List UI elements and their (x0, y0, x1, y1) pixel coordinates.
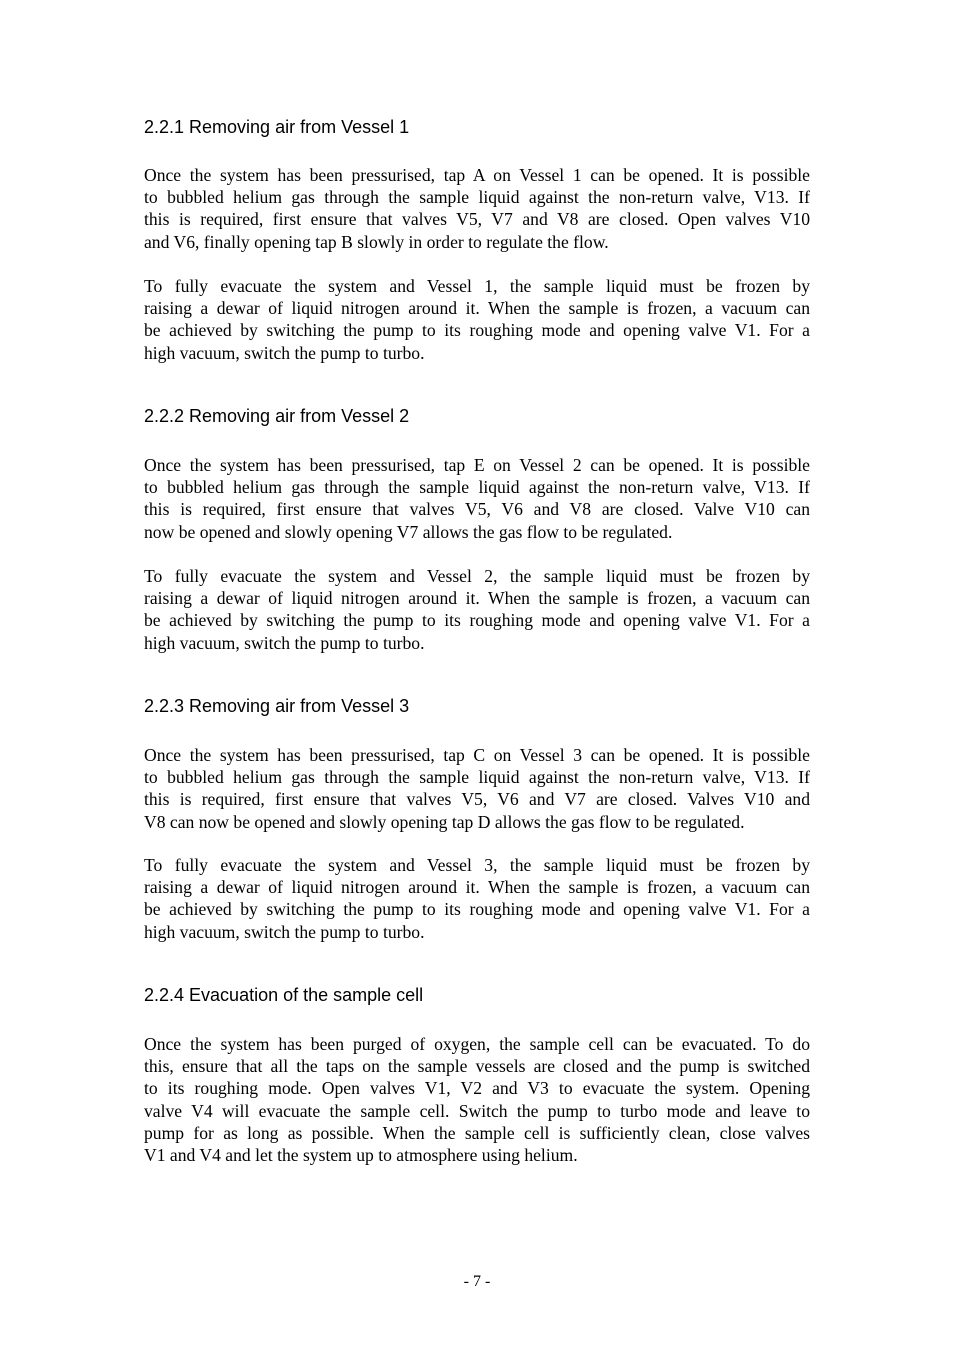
text-line: this is required, first ensure that valves V5, V6 and V7 are closed. Valves V10 and (144, 789, 810, 810)
text-line: Once the system has been purged of oxygen, the sample cell can be evacuated. To do (144, 1034, 810, 1054)
paragraph-2-2-3-b (144, 854, 810, 943)
text-line: be achieved by switching the pump to its roughing mode and opening valve V1. For a (144, 610, 810, 631)
text-line: V1 and V4 and let the system up to atmosphere using helium. (144, 1144, 578, 1165)
text-line: high vacuum, switch the pump to turbo. (144, 342, 425, 363)
section-heading-2-2-3: 2.2.3 Removing air from Vessel 3 (144, 696, 410, 716)
paragraph-2-2-1-a (144, 164, 810, 253)
paragraph-2-2-3-a (144, 744, 810, 833)
section-heading-2-2-2: 2.2.2 Removing air from Vessel 2 (144, 406, 410, 426)
paragraph-2-2-1-b (144, 275, 810, 364)
text-line: pump for as long as possible. When the sample cell is sufficiently clean, close valves (144, 1122, 810, 1143)
text-line: to bubbled helium gas through the sample liquid against the non-return valve, V13. If (144, 767, 810, 788)
text-line: raising a dewar of liquid nitrogen around it. When the sample is frozen, a vacuum can (144, 877, 810, 898)
text-line: be achieved by switching the pump to its roughing mode and opening valve V1. For a (144, 899, 810, 920)
text-line: to bubbled helium gas through the sample liquid against the non-return valve, V13. If (144, 187, 810, 208)
text-line: be achieved by switching the pump to its roughing mode and opening valve V1. For a (144, 320, 810, 341)
text-line: this, ensure that all the taps on the sample vessels are closed and the pump is switched (144, 1056, 810, 1077)
text-line: this is required, first ensure that valves V5, V7 and V8 are closed. Open valves V10 (144, 209, 810, 230)
text-line: raising a dewar of liquid nitrogen around it. When the sample is frozen, a vacuum can (144, 298, 810, 319)
text-line: raising a dewar of liquid nitrogen around it. When the sample is frozen, a vacuum can (144, 588, 810, 609)
text-line: To fully evacuate the system and Vessel 1, the sample liquid must be frozen by (144, 276, 810, 296)
paragraph-2-2-2-a (144, 454, 810, 543)
page-number: - 7 - (463, 1273, 491, 1290)
text-line: valve V4 will evacuate the sample cell. Switch the pump to turbo mode and leave to (144, 1100, 810, 1121)
paragraph-2-2-4-a (144, 1033, 810, 1166)
text-line: this is required, first ensure that valves V5, V6 and V8 are closed. Valve V10 can (144, 499, 810, 520)
section-heading-2-2-4: 2.2.4 Evacuation of the sample cell (144, 985, 424, 1005)
text-line: V8 can now be opened and slowly opening tap D allows the gas flow to be regulated. (144, 811, 745, 832)
text-line: high vacuum, switch the pump to turbo. (144, 921, 425, 942)
section-heading-2-2-1: 2.2.1 Removing air from Vessel 1 (144, 117, 410, 137)
text-line: to bubbled helium gas through the sample liquid against the non-return valve, V13. If (144, 477, 810, 498)
text-line: Once the system has been pressurised, tap E on Vessel 2 can be opened. It is possible (144, 455, 810, 475)
text-line: now be opened and slowly opening V7 allows the gas flow to be regulated. (144, 521, 673, 542)
text-line: to its roughing mode. Open valves V1, V2 and V3 to evacuate the system. Opening (144, 1078, 810, 1099)
paragraph-2-2-2-b (144, 565, 810, 654)
text-line: high vacuum, switch the pump to turbo. (144, 632, 425, 653)
text-line: To fully evacuate the system and Vessel 2, the sample liquid must be frozen by (144, 566, 810, 586)
text-line: Once the system has been pressurised, tap A on Vessel 1 can be opened. It is possible (144, 165, 810, 185)
text-line: To fully evacuate the system and Vessel 3, the sample liquid must be frozen by (144, 855, 810, 875)
text-line: Once the system has been pressurised, tap C on Vessel 3 can be opened. It is possible (144, 745, 810, 765)
text-line: and V6, finally opening tap B slowly in order to regulate the flow. (144, 231, 609, 252)
